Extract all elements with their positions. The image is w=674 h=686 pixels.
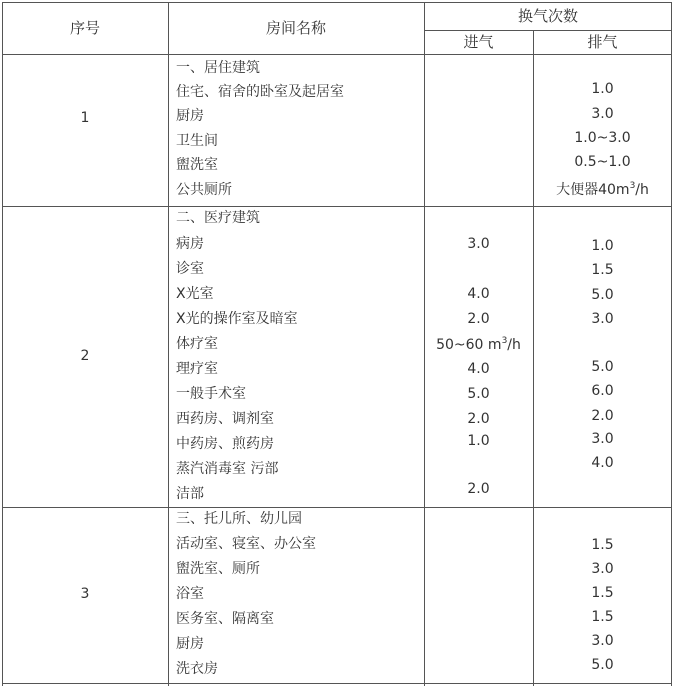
room-name: 一般手术室 xyxy=(176,386,246,402)
exhaust-value: 1.5 xyxy=(591,609,614,625)
grid-line xyxy=(2,507,672,508)
intake-value: 5.0 xyxy=(467,386,490,402)
exhaust-value: 1.5 xyxy=(591,262,614,278)
grid-line xyxy=(168,2,169,686)
room-name: 厨房 xyxy=(176,108,204,124)
exhaust-value: 4.0 xyxy=(591,455,614,471)
exhaust-value: 0.5~1.0 xyxy=(574,154,631,170)
room-name: 诊室 xyxy=(176,261,204,277)
room-name: X光的操作室及暗室 xyxy=(176,311,298,327)
room-name: 浴室 xyxy=(176,586,204,602)
room-name: 公共厕所 xyxy=(176,182,232,198)
room-name: 三、托儿所、幼儿园 xyxy=(176,511,302,527)
grid-line xyxy=(2,206,672,207)
intake-value: 4.0 xyxy=(467,286,490,302)
exhaust-value: 3.0 xyxy=(591,106,614,122)
room-name: 理疗室 xyxy=(176,361,218,377)
group-seq: 2 xyxy=(80,348,90,364)
room-name: 洁部 xyxy=(176,486,204,502)
room-name: 体疗室 xyxy=(176,336,218,352)
room-name: 盥洗室 xyxy=(176,157,218,173)
header-seq: 序号 xyxy=(69,19,100,37)
room-name: 洗衣房 xyxy=(176,661,218,677)
exhaust-value: 3.0 xyxy=(591,431,614,447)
group-seq: 1 xyxy=(80,110,90,126)
exhaust-value: 1.5 xyxy=(591,585,614,601)
intake-value: 2.0 xyxy=(467,311,490,327)
exhaust-value: 3.0 xyxy=(591,633,614,649)
room-name: 卫生间 xyxy=(176,133,218,149)
room-name: 中药房、煎药房 xyxy=(176,436,274,452)
room-name: 二、医疗建筑 xyxy=(176,210,260,226)
exhaust-value: 1.0 xyxy=(591,238,614,254)
exhaust-value: 6.0 xyxy=(591,383,614,399)
exhaust-value: 1.0 xyxy=(591,81,614,97)
room-name: 厨房 xyxy=(176,636,204,652)
room-name: 医务室、隔离室 xyxy=(176,611,274,627)
room-name: 活动室、寝室、办公室 xyxy=(176,536,316,552)
intake-value: 1.0 xyxy=(467,433,490,449)
exhaust-value: 1.5 xyxy=(591,537,614,553)
header-room-name: 房间名称 xyxy=(265,19,326,37)
intake-value: 2.0 xyxy=(467,411,490,427)
room-name: 西药房、调剂室 xyxy=(176,411,274,427)
exhaust-value: 大便器$40m^3/h$ xyxy=(556,181,649,198)
grid-line xyxy=(2,683,672,684)
grid-line xyxy=(2,2,672,3)
room-name: 盥洗室、厕所 xyxy=(176,561,260,577)
exhaust-value: 1.0~3.0 xyxy=(574,130,631,146)
room-name: 一、居住建筑 xyxy=(176,60,260,76)
header-intake: 进气 xyxy=(463,33,494,51)
grid-line xyxy=(2,54,672,55)
exhaust-value: 3.0 xyxy=(591,561,614,577)
room-name: 蒸汽消毒室 污部 xyxy=(176,461,279,477)
intake-value: 4.0 xyxy=(467,361,490,377)
intake-value: 50~60 $m^3/h$ xyxy=(436,336,521,353)
exhaust-value: 5.0 xyxy=(591,287,614,303)
exhaust-value: 5.0 xyxy=(591,657,614,673)
group-seq: 3 xyxy=(80,586,90,602)
intake-value: 3.0 xyxy=(467,236,490,252)
exhaust-value: 2.0 xyxy=(591,408,614,424)
exhaust-value: 5.0 xyxy=(591,359,614,375)
room-name: 病房 xyxy=(176,236,204,252)
exhaust-value: 3.0 xyxy=(591,311,614,327)
room-name: X光室 xyxy=(176,286,214,302)
header-exhaust: 排气 xyxy=(587,33,618,51)
room-name: 住宅、宿舍的卧室及起居室 xyxy=(176,84,344,100)
intake-value: 2.0 xyxy=(467,481,490,497)
header-air-change-rate: 换气次数 xyxy=(517,7,578,25)
